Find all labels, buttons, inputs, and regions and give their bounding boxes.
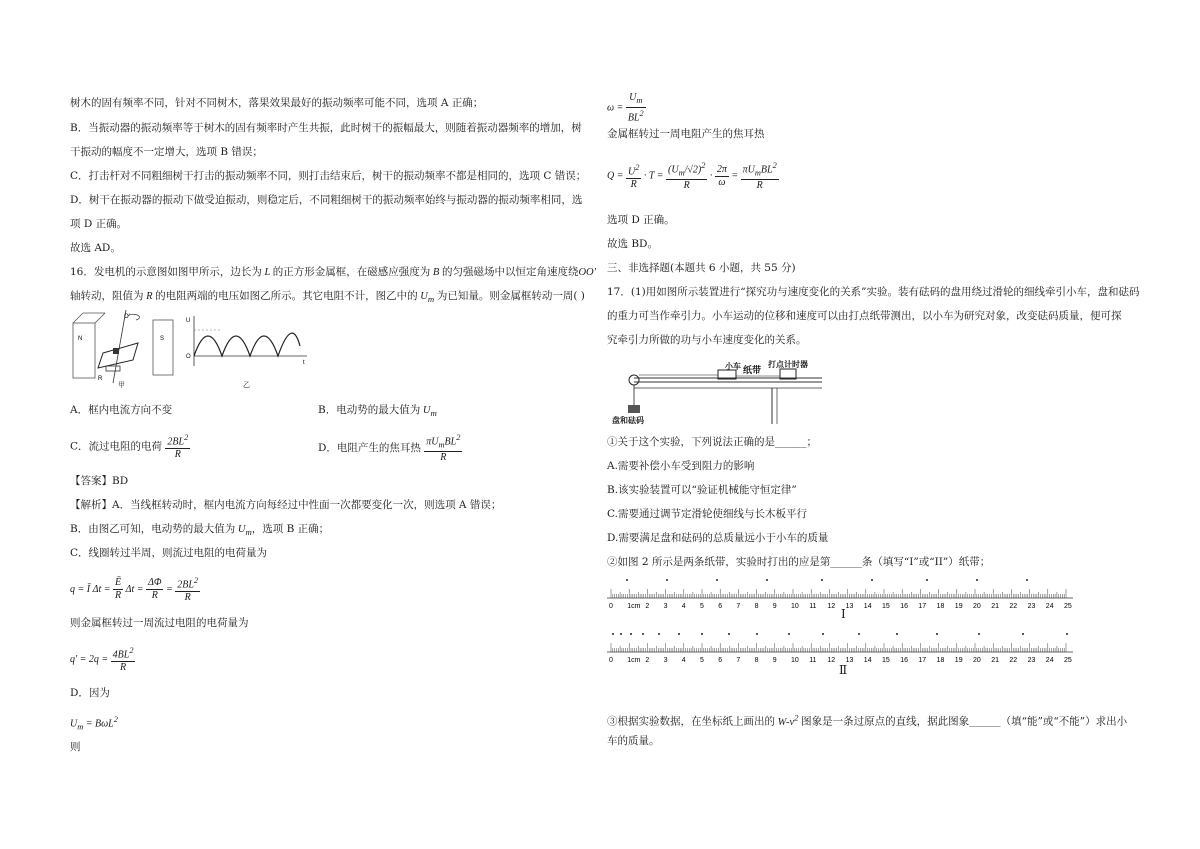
svg-text:3: 3 (663, 657, 668, 664)
sub-question: 车的质量。 (607, 735, 660, 747)
svg-text:25: 25 (1064, 603, 1072, 610)
svg-text:7: 7 (736, 603, 741, 610)
label-tape: 纸带 (743, 366, 762, 376)
svg-text:6: 6 (718, 603, 723, 610)
svg-text:1cm: 1cm (627, 657, 641, 664)
svg-text:15: 15 (882, 657, 890, 664)
svg-text:0: 0 (609, 603, 613, 610)
svg-text:t: t (303, 360, 305, 366)
text-line: 故选 BD。 (607, 238, 658, 250)
option-a: A．框内电流方向不变 (70, 404, 173, 416)
text-line: 金属框转过一周电阻产生的焦耳热 (607, 128, 765, 140)
svg-text:14: 14 (863, 657, 872, 664)
svg-text:18: 18 (936, 603, 945, 610)
svg-text:12: 12 (827, 603, 836, 610)
figure-label-yi: 乙 (243, 381, 250, 389)
formula-q-full: q' = 2q = $\frac{4BL^2}{R}$ (70, 646, 134, 674)
svg-text:20: 20 (973, 657, 981, 664)
question-17-line: 究牵引力所做的功与小车速度变化的关系。 (607, 334, 807, 346)
svg-text:15: 15 (882, 603, 890, 610)
formula-q-half: q = Ī Δt = $\frac{Ē}{R}$ Δt = $\frac{\Delta\Phi}{R}$ = $\frac{2BL^2}{R}$ (70, 576, 199, 604)
question-17-line: 17．(1)用如图所示装置进行“探究功与速度变化的关系”实验。装有砝码的盘用绕过滑轮的细线牵引小车，盘和砝码 (607, 286, 1140, 298)
svg-text:7: 7 (736, 657, 741, 664)
svg-text:25: 25 (1064, 657, 1072, 664)
svg-text:4: 4 (681, 603, 686, 610)
svg-text:12: 12 (827, 657, 836, 664)
label-weights: 盘和砝码 (612, 415, 644, 425)
formula-omega: ω = $\frac{U_m}{BL^2}$ (607, 92, 644, 124)
sub-question: ①关于这个实验，下列说法正确的是______； (607, 436, 817, 448)
svg-text:20: 20 (973, 603, 981, 610)
svg-text:5: 5 (700, 657, 704, 664)
answer: 【答案】BD (70, 475, 129, 487)
option-d: D．电阻产生的焦耳热 $\frac{\pi U_mBL^2}{R}$ (318, 433, 461, 464)
question-17-line: 的重力可当作牵引力。小车运动的位移和速度可以由打点纸带测出，以小车为研究对象，改变砝码质量，便可探 (607, 310, 1122, 322)
figure-label-jia: 甲 (118, 381, 125, 389)
svg-text:6: 6 (718, 657, 723, 664)
svg-text:23: 23 (1027, 657, 1036, 664)
svg-text:3: 3 (663, 603, 668, 610)
analysis-line: 【解析】A．当线框转动时，框内电流方向每经过中性面一次都要变化一次，则选项 A 错误； (70, 499, 502, 511)
svg-text:16: 16 (900, 603, 908, 610)
sub-question: ②如图 2 所示是两条纸带，实验时打出的应是第______条（填写“I”或“II”）纸带； (607, 556, 991, 568)
svg-text:19: 19 (954, 657, 963, 664)
sub-question: ③根据实验数据，在坐标纸上画出的 $W-v^2$ 图象是一条过原点的直线，据此图象______（填“能”或“不能”）求出小 (607, 712, 1128, 728)
svg-text:10: 10 (791, 657, 799, 664)
text-line: 选项 D 正确。 (607, 214, 675, 226)
svg-text:R: R (98, 376, 103, 382)
label-car: 小车 (725, 361, 741, 371)
text-line: 树木的固有频率不同，针对不同树木，落果效果最好的振动频率可能不同，选项 A 正确； (70, 97, 484, 109)
text-line: C．打击杆对不同粗细树干打击的振动频率不同，则打击结束后，树干的振动频率不都是相同的，选项 C 错误； (70, 170, 587, 182)
text-line: 项 D 正确。 (70, 218, 128, 230)
option-b: B．电动势的最大值为 $U_m$ (318, 404, 437, 419)
svg-text:24: 24 (1045, 603, 1054, 610)
svg-text:O': O' (124, 314, 130, 320)
text-line: 干振动的幅度不一定增大，选项 B 错误； (70, 146, 263, 158)
svg-text:10: 10 (791, 603, 799, 610)
svg-text:13: 13 (845, 657, 854, 664)
svg-text:1cm: 1cm (627, 603, 641, 610)
svg-text:13: 13 (845, 603, 854, 610)
svg-text:9: 9 (772, 603, 777, 610)
text-line: 故选 AD。 (70, 242, 121, 254)
analysis-line: D．因为 (70, 687, 110, 699)
svg-text:S: S (160, 336, 165, 342)
label-timer: 打点计时器 (768, 359, 808, 369)
svg-text:23: 23 (1027, 603, 1036, 610)
svg-text:22: 22 (1009, 657, 1018, 664)
question-16-line2: 轴转动，阻值为 R 的电阻两端的电压如图乙所示。其它电阻不计，图乙中的 $U_m$ 为已知量。则金属框转动一周( ) (70, 290, 585, 305)
svg-text:2: 2 (645, 603, 650, 610)
formula-um: $U_m = B\omega L^2$ (70, 715, 118, 732)
svg-text:22: 22 (1009, 603, 1018, 610)
choice-a: A.需要补偿小车受到阻力的影响 (607, 460, 755, 472)
svg-text:9: 9 (772, 657, 777, 664)
svg-text:4: 4 (681, 657, 686, 664)
svg-text:2: 2 (645, 657, 650, 664)
figure-voltage-graph (182, 312, 312, 372)
svg-text:11: 11 (809, 657, 817, 664)
option-c: C．流过电阻的电荷 $\frac{2BL^2}{R}$ (70, 433, 189, 461)
choice-d: D.需要满足盘和砝码的总质量远小于小车的质量 (607, 532, 829, 544)
svg-text:14: 14 (863, 603, 872, 610)
tape-label-1: Ⅰ (841, 607, 846, 621)
analysis-line: C．线圈转过半周，则流过电阻的电荷量为 (70, 547, 268, 559)
analysis-line: 则金属框转过一周流过电阻的电荷量为 (70, 617, 249, 629)
svg-text:8: 8 (754, 603, 759, 610)
svg-text:8: 8 (754, 657, 759, 664)
ruler-tape-2 (607, 628, 1075, 668)
section-heading: 三、非选择题(本题共 6 小题，共 55 分) (607, 262, 796, 274)
svg-text:19: 19 (954, 603, 963, 610)
tape-label-2: Ⅱ (839, 663, 848, 677)
svg-text:11: 11 (809, 603, 817, 610)
svg-text:24: 24 (1045, 657, 1054, 664)
formula-heat: Q = $\frac{U^2}{R}$ · T = $\frac{(U_m/√2)^2}{R}$ · $\frac{2\pi}{\omega}$ = $\frac{\pi U_mBL^2}{R}$ (607, 161, 777, 192)
svg-text:18: 18 (936, 657, 945, 664)
svg-text:17: 17 (918, 603, 927, 610)
svg-text:5: 5 (700, 603, 704, 610)
svg-text:U: U (186, 318, 191, 324)
svg-text:0: 0 (609, 657, 613, 664)
svg-text:21: 21 (991, 603, 999, 610)
figure-generator-diagram (68, 308, 178, 390)
choice-b: B.该实验装置可以“验证机械能守恒定律” (607, 484, 797, 496)
text-line: D．树干在振动器的振动下做受迫振动，则稳定后，不同粗细树干的振动频率始终与振动器的振动频率相同，选 (70, 194, 583, 206)
question-16-line1: 16．发电机的示意图如图甲所示，边长为 L 的正方形金属框，在磁感应强度为 B 的匀强磁场中以恒定角速度绕OO' (70, 266, 596, 278)
text-line: B．当振动器的振动频率等于树木的固有频率时产生共振，此时树干的振幅最大，则随着振动器频率的增加，树 (70, 122, 582, 134)
svg-text:16: 16 (900, 657, 908, 664)
analysis-line: B．由图乙可知，电动势的最大值为 $U_m$，选项 B 正确； (70, 523, 330, 538)
choice-c: C.需要通过调节定滑轮使细线与长木板平行 (607, 508, 807, 520)
svg-text:N: N (78, 336, 83, 342)
svg-text:O: O (186, 354, 191, 360)
svg-text:21: 21 (991, 657, 999, 664)
analysis-line: 则 (70, 741, 81, 753)
svg-text:17: 17 (918, 657, 927, 664)
